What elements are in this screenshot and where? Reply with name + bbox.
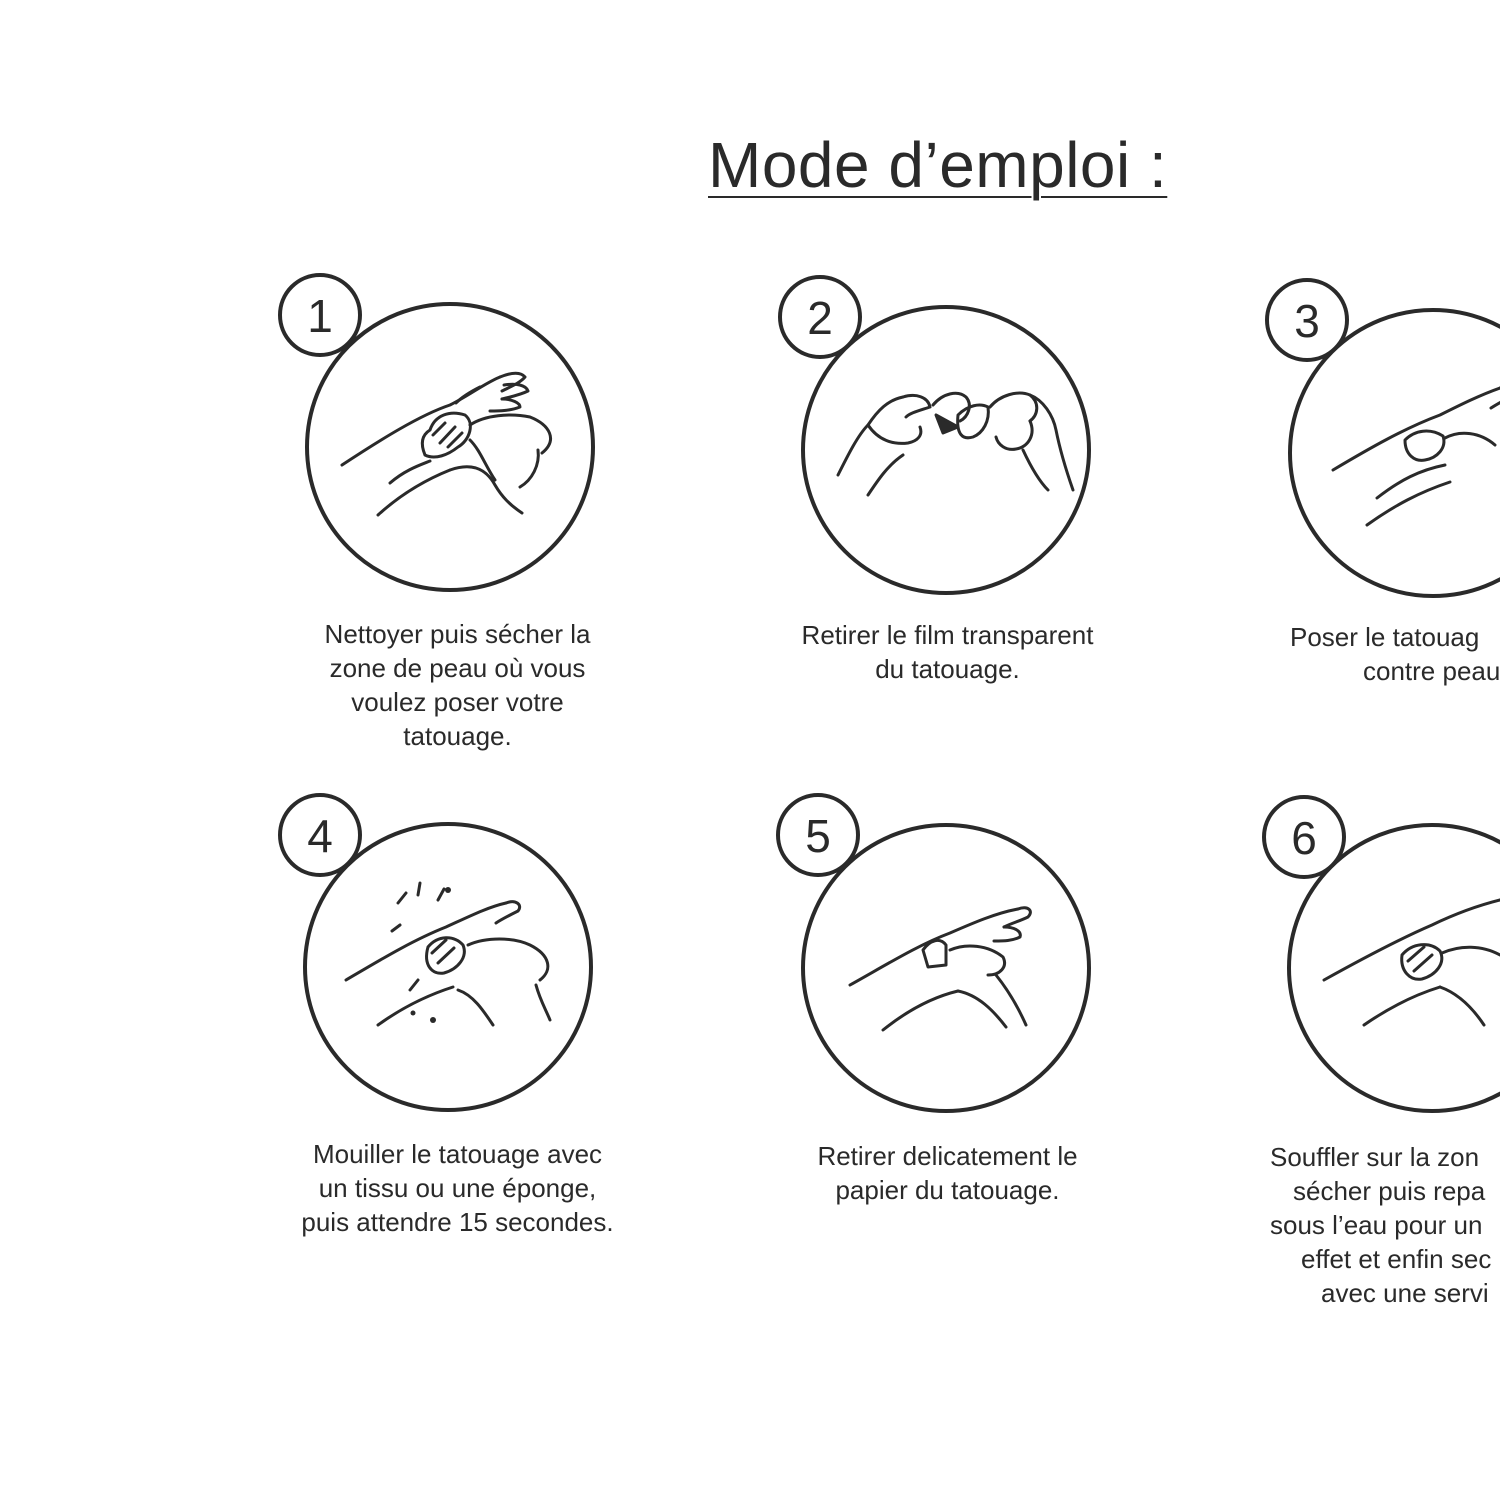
step-6-caption: Souffler sur la zon sécher puis repa sous l’eau pour un effet et enfin sec avec une servi: [1270, 1142, 1492, 1308]
step-5-caption: Retirer delicatement le papier du tatouage.: [817, 1141, 1078, 1205]
step-4-caption: Mouiller le tatouage avec un tissu ou une éponge, puis attendre 15 secondes.: [301, 1139, 614, 1237]
step-number: 5: [805, 810, 831, 862]
step-2-illustration: [768, 265, 1108, 605]
step-number: 2: [807, 292, 833, 344]
step-3-caption: Poser le tatouag contre peau: [1290, 622, 1500, 686]
step-1-caption: Nettoyer puis sécher la zone de peau où vous voulez poser votre tatouage.: [324, 619, 591, 751]
step-number: 1: [307, 290, 333, 342]
step-3-illustration: [1255, 270, 1500, 610]
page-title: Mode d’emploi :: [708, 129, 1168, 201]
step-number: 3: [1294, 295, 1320, 347]
step-5-illustration: [768, 785, 1108, 1125]
step-4-illustration: [268, 785, 608, 1125]
step-number: 4: [307, 810, 333, 862]
step-number: 6: [1291, 812, 1317, 864]
step-2-caption: Retirer le film transparent du tatouage.: [801, 620, 1094, 684]
step-1-illustration: [270, 265, 610, 605]
step-6-illustration: [1252, 785, 1500, 1125]
